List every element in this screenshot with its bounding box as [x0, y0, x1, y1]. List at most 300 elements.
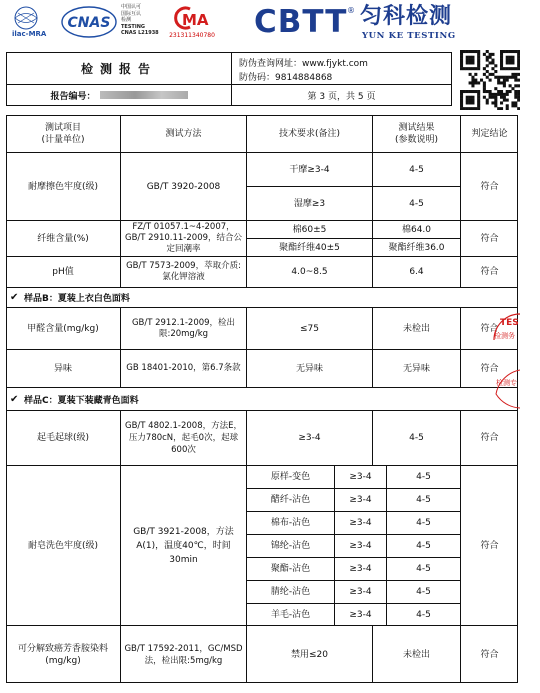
- cell-pill-res: 4-5: [409, 433, 424, 443]
- qr-module: [511, 59, 514, 62]
- report-number: [7, 85, 231, 105]
- report-title: 检测报告: [80, 62, 157, 76]
- qr-module: [506, 79, 509, 82]
- qr-module: [477, 61, 480, 64]
- header-result: 测试结果 (参数说明): [394, 122, 439, 145]
- qr-module: [463, 50, 466, 53]
- qr-module: [509, 84, 512, 87]
- qr-module: [503, 93, 506, 96]
- qr-module: [503, 96, 506, 99]
- section-c-title: 样品C：夏装下装藏青色面料: [24, 395, 139, 406]
- cell-azo-res: 未检出: [402, 649, 430, 660]
- cnas-logo: [60, 5, 118, 39]
- qr-module: [517, 84, 520, 87]
- qr-module: [491, 61, 494, 64]
- qr-module: [500, 56, 503, 59]
- qr-module: [460, 59, 463, 62]
- qr-module: [477, 81, 480, 84]
- brand-logo: [254, 4, 524, 42]
- qr-module: [466, 61, 469, 64]
- soap-sub-req: ≥3-4: [349, 518, 372, 528]
- qr-module: [514, 101, 517, 104]
- soap-sub-res: 4-5: [416, 472, 431, 482]
- qr-module: [483, 90, 486, 93]
- qr-module: [486, 76, 489, 79]
- soap-sub-res: 4-5: [416, 564, 431, 574]
- qr-module: [500, 76, 503, 79]
- qr-module: [469, 56, 472, 59]
- qr-module: [491, 101, 494, 104]
- qr-module: [463, 90, 466, 93]
- qr-module: [486, 90, 489, 93]
- qr-module: [517, 50, 520, 53]
- qr-module: [460, 56, 463, 59]
- qr-module: [471, 99, 474, 102]
- qr-module: [474, 67, 477, 70]
- qr-module: [489, 56, 492, 59]
- registered-mark: ®: [347, 6, 355, 15]
- cnas-line: 检测: [121, 17, 132, 24]
- qr-module: [503, 99, 506, 102]
- qr-module: [491, 96, 494, 99]
- qr-module: [477, 96, 480, 99]
- qr-module: [469, 67, 472, 70]
- qr-module: [509, 56, 512, 59]
- qr-module: [517, 90, 520, 93]
- soap-sub-label: 聚酯-沾色: [270, 564, 311, 574]
- seal-text: 检测专: [496, 379, 517, 387]
- qr-module: [491, 93, 494, 96]
- cell-ph-conclusion: 符合: [480, 267, 499, 277]
- section-sample-b: [10, 288, 510, 307]
- redacted-report-number: [100, 91, 188, 99]
- qr-module: [477, 90, 480, 93]
- qr-module: [474, 81, 477, 84]
- qr-module: [471, 96, 474, 99]
- qr-module: [469, 101, 472, 104]
- qr-module: [477, 101, 480, 104]
- qr-module: [477, 59, 480, 62]
- qr-module: [463, 67, 466, 70]
- anti-fake-code-label: 防伪码：: [239, 73, 276, 83]
- soap-sub-label: 原样-变色: [270, 472, 311, 482]
- qr-module: [517, 107, 520, 110]
- section-sample-c: [10, 388, 510, 410]
- cell-ph-method: GB/T 7573-2009，萃取介质:氯化钾溶液: [126, 261, 241, 282]
- qr-module: [494, 87, 497, 90]
- qr-module: [486, 59, 489, 62]
- qr-module: [517, 59, 520, 62]
- seal-text: 检测务: [494, 332, 515, 340]
- qr-module: [497, 76, 500, 79]
- qr-module: [489, 93, 492, 96]
- qr-module: [471, 84, 474, 87]
- brand-name: CBTT: [254, 4, 348, 40]
- qr-module: [491, 53, 494, 56]
- qr-module: [471, 61, 474, 64]
- qr-module: [511, 56, 514, 59]
- qr-module: [500, 53, 503, 56]
- qr-module: [489, 79, 492, 82]
- soap-sub-req: ≥3-4: [349, 564, 372, 574]
- qr-module: [514, 73, 517, 76]
- soap-sub-label: 棉布-沾色: [270, 518, 311, 528]
- qr-module: [477, 93, 480, 96]
- qr-module: [514, 76, 517, 79]
- cell-pill-conclusion: 符合: [480, 433, 499, 443]
- qr-module: [511, 101, 514, 104]
- qr-module: [477, 107, 480, 110]
- cell-hcho-req: ≤75: [300, 323, 319, 334]
- qr-module: [469, 107, 472, 110]
- section-b-title: 样品B：夏装上衣白色面料: [24, 294, 130, 304]
- qr-module: [460, 93, 463, 96]
- anti-fake-code: 9814884868: [275, 73, 333, 83]
- qr-module: [511, 76, 514, 79]
- cnas-accreditation-text: [121, 4, 169, 37]
- cell-pill-method: GB/T 4802.1-2008，方法E，压力780cN，起毛0次，起球600次: [125, 421, 242, 455]
- cell-rub-dry-req: 干摩≥3-4: [289, 164, 330, 175]
- qr-module: [511, 104, 514, 107]
- qr-module: [503, 79, 506, 82]
- qr-module: [480, 79, 483, 82]
- header-item: 测试项目 (计量单位): [41, 122, 85, 145]
- qr-module: [483, 96, 486, 99]
- soap-sub-label: 羊毛-沾色: [270, 609, 311, 620]
- soap-sub-req: ≥3-4: [349, 609, 372, 620]
- qr-module: [494, 101, 497, 104]
- qr-module: [471, 79, 474, 82]
- qr-module: [477, 67, 480, 70]
- cnas-line: 国际互认: [121, 10, 142, 17]
- qr-module: [460, 64, 463, 67]
- qr-module: [477, 104, 480, 107]
- header-method: 测试方法: [165, 128, 202, 139]
- qr-module: [471, 50, 474, 53]
- qr-module: [511, 67, 514, 70]
- qr-module: [466, 59, 469, 62]
- qr-module: [483, 53, 486, 56]
- ilac-text: ilac-MRA: [12, 30, 47, 38]
- qr-module: [471, 107, 474, 110]
- qr-module: [506, 104, 509, 107]
- query-url[interactable]: www.fjykt.com: [302, 59, 368, 69]
- qr-module: [460, 90, 463, 93]
- qr-module: [500, 81, 503, 84]
- qr-module: [471, 101, 474, 104]
- qr-module: [466, 107, 469, 110]
- qr-module: [486, 99, 489, 102]
- header-conclusion: 判定结论: [471, 128, 508, 139]
- cma-text: MA: [182, 11, 209, 29]
- qr-module: [514, 96, 517, 99]
- qr-module: [483, 84, 486, 87]
- qr-module: [517, 93, 520, 96]
- qr-module: [486, 101, 489, 104]
- qr-module: [489, 96, 492, 99]
- qr-module: [483, 81, 486, 84]
- qr-module: [497, 81, 500, 84]
- qr-module: [509, 76, 512, 79]
- qr-module: [500, 67, 503, 70]
- qr-module: [503, 84, 506, 87]
- cell-pill-item: 起毛起球(级): [36, 433, 90, 443]
- qr-module: [514, 104, 517, 107]
- qr-module: [489, 53, 492, 56]
- cell-ph-req: 4.0~8.5: [291, 267, 328, 277]
- soap-sub-res: 4-5: [416, 609, 431, 620]
- qr-module: [500, 64, 503, 67]
- qr-module: [500, 93, 503, 96]
- qr-module: [514, 50, 517, 53]
- query-url-label: 防伪查询网址：: [239, 59, 303, 69]
- cell-fiber-cotton-req: 棉60±5: [292, 224, 327, 235]
- qr-module: [483, 73, 486, 76]
- cell-hcho-item: 甲醛含量(mg/kg): [27, 323, 99, 334]
- report-header-table: [6, 52, 452, 106]
- qr-module: [483, 87, 486, 90]
- soap-sub-req: ≥3-4: [349, 587, 372, 597]
- cell-hcho-conclusion: 符合: [480, 323, 499, 334]
- qr-module: [466, 50, 469, 53]
- soap-sub-req: ≥3-4: [349, 472, 372, 482]
- check-icon: ✔: [10, 292, 19, 303]
- qr-module: [503, 81, 506, 84]
- cell-odor-conclusion: 符合: [480, 363, 499, 374]
- cell-fiber-item: 纤维含量(%): [37, 233, 89, 244]
- qr-module: [460, 104, 463, 107]
- qr-module: [466, 101, 469, 104]
- qr-module: [477, 53, 480, 56]
- qr-module: [460, 53, 463, 56]
- soap-sub-label: 醋纤-沾色: [270, 495, 311, 505]
- qr-module: [494, 70, 497, 73]
- qr-module: [494, 93, 497, 96]
- cell-odor-req: 无异味: [295, 363, 323, 374]
- qr-module: [477, 56, 480, 59]
- qr-module: [509, 61, 512, 64]
- qr-module: [469, 73, 472, 76]
- cell-rub-method: GB/T 3920-2008: [146, 181, 221, 192]
- qr-module: [500, 50, 503, 53]
- qr-module: [460, 107, 463, 110]
- qr-module: [477, 99, 480, 102]
- qr-module: [517, 67, 520, 70]
- qr-module: [474, 107, 477, 110]
- qr-module: [471, 56, 474, 59]
- qr-module: [506, 61, 509, 64]
- cell-fiber-pet-req: 聚酯纤维40±5: [279, 242, 340, 253]
- anti-fake-code-line: [239, 70, 332, 83]
- qr-module: [506, 56, 509, 59]
- cma-number: 231311340780: [169, 32, 215, 39]
- qr-module: [486, 50, 489, 53]
- qr-module: [486, 70, 489, 73]
- qr-module: [460, 50, 463, 53]
- qr-module: [460, 96, 463, 99]
- qr-module: [494, 76, 497, 79]
- qr-module: [506, 76, 509, 79]
- qr-module: [514, 67, 517, 70]
- qr-module: [494, 99, 497, 102]
- qr-module: [503, 67, 506, 70]
- qr-module: [460, 61, 463, 64]
- logo-bar: [0, 0, 540, 44]
- seal-text: TES: [500, 318, 519, 328]
- soap-sub-label: 腈纶-沾色: [270, 587, 311, 597]
- qr-module: [489, 90, 492, 93]
- cell-soap-conclusion: 符合: [480, 540, 499, 551]
- qr-module: [514, 90, 517, 93]
- cell-odor-item: 异味: [53, 363, 72, 374]
- soap-sub-req: ≥3-4: [349, 495, 372, 505]
- qr-module: [494, 64, 497, 67]
- qr-module: [500, 96, 503, 99]
- qr-module: [511, 87, 514, 90]
- qr-module: [517, 73, 520, 76]
- qr-module: [497, 107, 500, 110]
- qr-module: [514, 84, 517, 87]
- qr-module: [497, 93, 500, 96]
- qr-module: [469, 61, 472, 64]
- qr-module: [509, 90, 512, 93]
- qr-module: [500, 90, 503, 93]
- qr-module: [517, 53, 520, 56]
- qr-module: [500, 59, 503, 62]
- qr-module: [506, 67, 509, 70]
- cell-fiber-pet-res: 聚酯纤维36.0: [388, 242, 445, 253]
- qr-module: [500, 61, 503, 64]
- ilac-mra-logo: [10, 5, 54, 39]
- qr-module: [506, 59, 509, 62]
- qr-code: [460, 50, 520, 110]
- qr-module: [509, 50, 512, 53]
- qr-module: [489, 61, 492, 64]
- qr-module: [514, 79, 517, 82]
- qr-module: [506, 99, 509, 102]
- qr-module: [517, 96, 520, 99]
- qr-module: [497, 79, 500, 82]
- check-icon: ✔: [10, 393, 19, 405]
- cell-soap-method: GB/T 3921-2008，方法A(1)，温度40℃，时间30min: [133, 526, 234, 565]
- cell-hcho-res: 未检出: [402, 323, 430, 334]
- qr-module: [506, 90, 509, 93]
- cell-azo-req: 禁用≤20: [291, 649, 328, 660]
- cell-rub-item: 耐摩擦色牢度(级): [27, 181, 99, 192]
- qr-module: [466, 96, 469, 99]
- qr-module: [506, 107, 509, 110]
- report-number-label: 报告编号：: [50, 91, 96, 102]
- qr-module: [509, 67, 512, 70]
- brand-chinese-name: 匀科检测: [360, 4, 453, 29]
- qr-module: [463, 107, 466, 110]
- cnas-line: CNAS L21938: [121, 30, 159, 37]
- test-results-table: [6, 115, 518, 683]
- qr-module: [517, 64, 520, 67]
- qr-module: [500, 101, 503, 104]
- qr-module: [511, 50, 514, 53]
- qr-module: [474, 79, 477, 82]
- qr-module: [486, 64, 489, 67]
- qr-module: [506, 50, 509, 53]
- soap-sub-res: 4-5: [416, 518, 431, 528]
- qr-module: [503, 76, 506, 79]
- soap-sub-label: 锦纶-沾色: [270, 541, 311, 551]
- cell-ph-res: 6.4: [409, 267, 424, 277]
- cell-odor-method: GB 18401-2010，第6.7条款: [126, 363, 241, 373]
- qr-module: [471, 67, 474, 70]
- cell-azo-item: 可分解致癌芳香胺染料(mg/kg): [17, 643, 108, 666]
- cell-hcho-method: GB/T 2912.1-2009，检出限:20mg/kg: [131, 317, 236, 339]
- cell-fiber-conclusion: 符合: [480, 233, 499, 244]
- header-requirement: 技术要求(备注): [278, 128, 341, 139]
- cnas-line: 中国认可: [121, 4, 142, 10]
- qr-module: [494, 96, 497, 99]
- qr-module: [503, 50, 506, 53]
- cell-fiber-cotton-res: 棉64.0: [401, 224, 432, 235]
- cell-rub-conclusion: 符合: [480, 181, 499, 192]
- qr-module: [486, 56, 489, 59]
- qr-module: [466, 99, 469, 102]
- qr-module: [483, 67, 486, 70]
- qr-module: [517, 56, 520, 59]
- qr-module: [506, 93, 509, 96]
- cell-rub-wet-res: 4-5: [409, 198, 424, 209]
- qr-module: [517, 79, 520, 82]
- cnas-text: CNAS: [67, 15, 111, 31]
- cnas-line: TESTING: [121, 23, 145, 30]
- qr-module: [489, 73, 492, 76]
- qr-module: [509, 59, 512, 62]
- qr-module: [466, 56, 469, 59]
- qr-module: [469, 99, 472, 102]
- soap-sub-req: ≥3-4: [349, 541, 372, 551]
- qr-module: [514, 93, 517, 96]
- qr-module: [491, 59, 494, 62]
- page-info: 第 3 页，共 5 页: [307, 91, 376, 102]
- qr-module: [460, 99, 463, 102]
- qr-module: [494, 104, 497, 107]
- qr-module: [469, 96, 472, 99]
- qr-module: [469, 81, 472, 84]
- qr-module: [491, 73, 494, 76]
- qr-module: [471, 81, 474, 84]
- qr-module: [471, 90, 474, 93]
- qr-module: [517, 61, 520, 64]
- qr-module: [477, 64, 480, 67]
- qr-module: [511, 61, 514, 64]
- qr-module: [471, 76, 474, 79]
- cell-azo-conclusion: 符合: [480, 649, 499, 660]
- qr-module: [469, 59, 472, 62]
- qr-module: [517, 99, 520, 102]
- cell-azo-method: GB/T 17592-2011，GC/MSD法，检出限:5mg/kg: [124, 643, 243, 666]
- cell-pill-req: ≥3-4: [298, 433, 321, 443]
- qr-module: [460, 67, 463, 70]
- qr-module: [469, 50, 472, 53]
- qr-module: [474, 50, 477, 53]
- qr-module: [497, 90, 500, 93]
- cell-rub-wet-req: 湿摩≥3: [293, 198, 326, 209]
- cell-rub-dry-res: 4-5: [409, 164, 424, 175]
- qr-module: [491, 67, 494, 70]
- cell-soap-item: 耐皂洗色牢度(级): [27, 540, 99, 551]
- soap-sub-res: 4-5: [416, 495, 431, 505]
- qr-module: [469, 90, 472, 93]
- qr-module: [466, 90, 469, 93]
- cell-odor-res: 无异味: [402, 363, 430, 374]
- soap-sub-res: 4-5: [416, 587, 431, 597]
